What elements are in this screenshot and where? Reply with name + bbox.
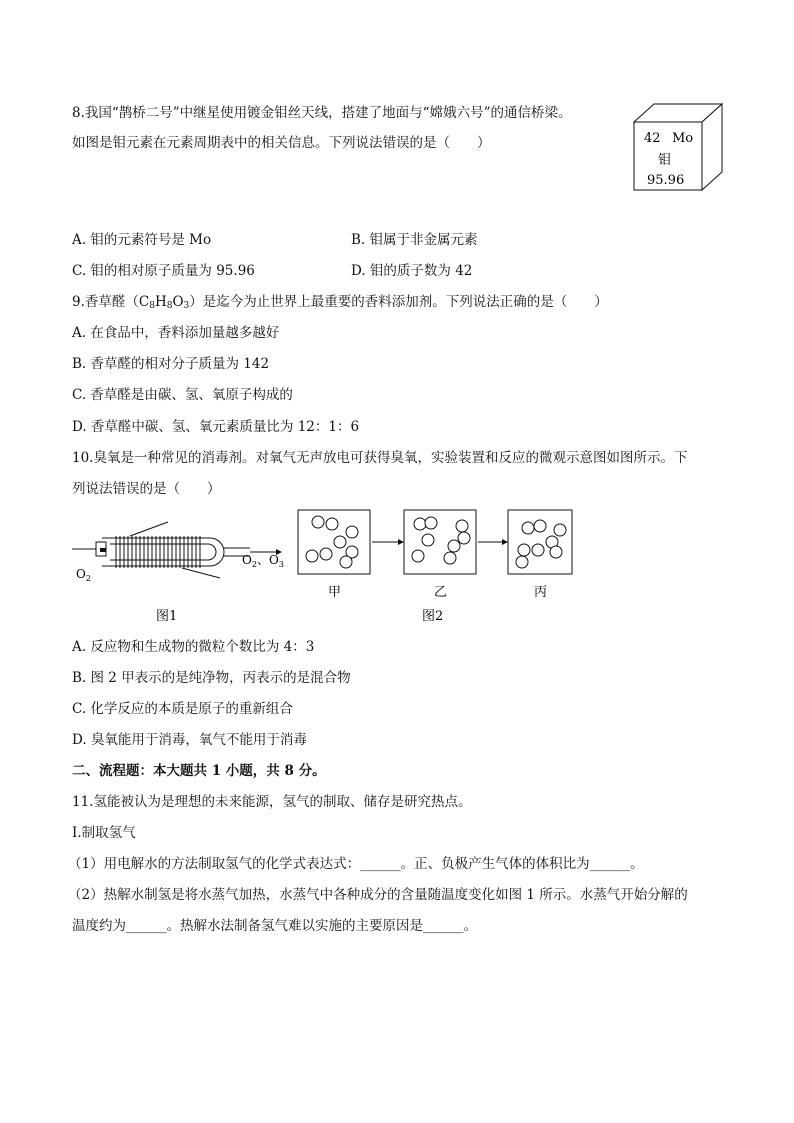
q8-option-c: C. 钼的相对原子质量为 95.96 (72, 263, 255, 279)
q10-option-d: D. 臭氧能用于消毒，氧气不能用于消毒 (72, 732, 307, 748)
q10-option-a: A. 反应物和生成物的微粒个数比为 4：3 (72, 639, 315, 655)
q11-sub2-line1: （2）热解水制氢是将水蒸气加热，水蒸气中各种成分的含量随温度变化如图 1 所示。水蒸气开始分解的 (68, 887, 688, 903)
label-bing: 丙 (534, 585, 548, 600)
q8-stem-line2: 如图是钼元素在元素周期表中的相关信息。下列说法错误的是（ ） (72, 135, 491, 151)
figure1-apparatus (70, 508, 290, 632)
q8-option-b: B. 钼属于非金属元素 (351, 232, 478, 248)
outlet-label: $O_2$、$O_3$ (242, 553, 284, 569)
q8-option-d: D. 钼的质子数为 42 (351, 263, 473, 279)
q11-sub2-line2: 温度约为______。热解水法制备氢气难以实施的主要原因是______。 (72, 918, 477, 934)
q10-option-c: C. 化学反应的本质是原子的重新组合 (72, 701, 293, 717)
q10-stem-line1: 10.臭氧是一种常见的消毒剂。对氧气无声放电可获得臭氧，实验装置和反应的微观示意图如图所示。下 (72, 450, 688, 466)
inlet-label: $O_2$ (76, 567, 91, 583)
q9-option-c: C. 香草醛是由碳、氢、氧原子构成的 (72, 387, 293, 403)
q11-sub1: （1）用电解水的方法制取氢气的化学式表达式：______。正、负极产生气体的体积比为______。 (68, 856, 644, 872)
q10-stem-line2: 列说法错误的是（ ） (72, 481, 221, 497)
element-mass: 95.96 (647, 173, 685, 188)
q9-option-a: A. 在食品中，香料添加量越多越好 (72, 325, 280, 341)
figure2-caption: 图2 (422, 609, 444, 624)
label-jia: 甲 (328, 585, 342, 600)
q8-stem-line1: 8.我国“鹊桥二号”中继星使用镀金钼丝天线，搭建了地面与“嫦娥六号”的通信桥梁。 (72, 105, 572, 121)
q9-option-b: B. 香草醛的相对分子质量为 142 (72, 356, 270, 372)
q9-option-d: D. 香草醛中碳、氢、氧元素质量比为 12：1：6 (72, 419, 360, 435)
label-yi: 乙 (434, 585, 448, 600)
element-symbol: Mo (672, 131, 694, 146)
q11-part1-heading: Ⅰ.制取氢气 (72, 825, 136, 841)
section2-title: 二、流程题：本大题共 1 小题，共 8 分。 (72, 763, 326, 779)
q8-option-a: A. 钼的元素符号是 Mo (72, 232, 212, 248)
element-number: 42 (644, 131, 661, 146)
q10-option-b: B. 图 2 甲表示的是纯净物，丙表示的是混合物 (72, 670, 351, 686)
q11-stem: 11.氢能被认为是理想的未来能源，氢气的制取、储存是研究热点。 (72, 794, 472, 810)
element-name: 钼 (658, 153, 672, 168)
figure1-caption: 图1 (156, 609, 178, 624)
q9-stem: 9.香草醛$(C_8H_8O_3)$是迄今为止世界上最重要的香料添加剂。下列说法正确的是（ ） (72, 294, 608, 311)
element-cell-diagram (630, 100, 726, 194)
figure2-micro-diagram (290, 506, 580, 632)
